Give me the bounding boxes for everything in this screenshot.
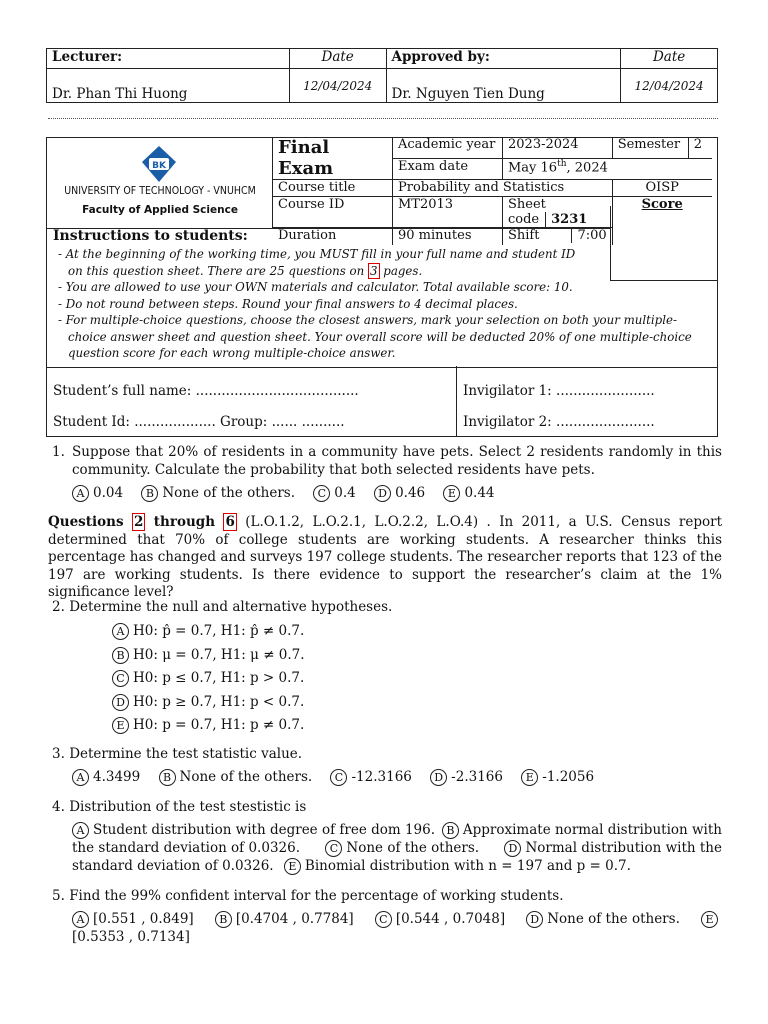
university-name: UNIVERSITY OF TECHNOLOGY - VNUHCM <box>64 185 256 197</box>
invigilator-2-field[interactable]: Invigilator 2: ....................... <box>463 414 655 430</box>
semester: 2 <box>688 137 712 158</box>
q4-option-a[interactable]: A Student distribution with degree of free dom 196. <box>72 821 435 839</box>
questions-group-intro: Questions 2 through 6 (L.O.1.2, L.O.2.1, L.O.2.2, L.O.4) . In 2011, a U.S. Census report determined that 70% of college students are working students. A researcher thinks this percentage has changed and surveys 197 college students. The researcher reports that 123 of the 197 are working students. Is there evidence to support the researcher’s claim at the 1% significance level? <box>48 514 723 600</box>
approved-date: 12/04/2024 <box>621 69 718 103</box>
university-logo-icon <box>140 144 178 184</box>
course-id: MT2013 <box>393 197 503 228</box>
q5-option-a[interactable]: A [0.551 , 0.849] <box>72 910 194 928</box>
q2-option-c[interactable]: C H0: p ≤ 0.7, H1: p > 0.7. <box>112 667 305 691</box>
approved-date-label: Date <box>621 49 718 69</box>
invigilator-1-field[interactable]: Invigilator 1: ....................... <box>463 383 655 399</box>
q5-option-b[interactable]: B [0.4704 , 0.7784] <box>215 910 354 928</box>
question-2-options <box>112 620 305 738</box>
course-id-label: Course ID <box>273 197 393 228</box>
approver-name: Dr. Nguyen Tien Dung <box>386 69 621 103</box>
course-title: Probability and Statistics <box>393 180 613 197</box>
semester-label: Semester <box>612 137 688 158</box>
duration-label: Duration <box>273 228 393 245</box>
instructions-title: Instructions to students: <box>53 228 248 244</box>
q5-option-e-text: [0.5353 , 0.7134] <box>72 929 190 945</box>
sheet-code-label: Sheet code <box>508 197 546 227</box>
q2-option-b[interactable]: B H0: μ = 0.7, H1: μ ≠ 0.7. <box>112 644 305 668</box>
lecturer-date-label: Date <box>289 49 386 69</box>
faculty-name: Faculty of Applied Science <box>82 204 238 216</box>
q5-option-c[interactable]: C [0.544 , 0.7048] <box>375 910 505 928</box>
q1-option-e[interactable]: E 0.44 <box>443 485 494 501</box>
exam-title: Final Exam <box>273 137 393 180</box>
question-5: 5. Find the 99% confident interval for the percentage of working students. <box>52 888 564 904</box>
score-label: Score <box>612 197 712 245</box>
approved-label: Approved by: <box>386 49 621 69</box>
shift: 7:00 <box>571 228 606 243</box>
shift-cell <box>503 228 613 245</box>
q3-option-d[interactable]: D -2.3166 <box>430 769 503 785</box>
lecturer-date: 12/04/2024 <box>289 69 386 103</box>
question-1-options <box>72 484 509 502</box>
q3-option-c[interactable]: C -12.3166 <box>330 769 411 785</box>
program: OISP <box>612 180 712 197</box>
question-4-options: A Student distribution with degree of free dom 196. B Approximate normal distribution with the standard deviation of 0.0326. C None of the others. D Normal distribution with the standard deviation of 0.0326. E Binomial distribution with n = 197 and p = 0.7. <box>72 822 722 874</box>
question-4: 4. Distribution of the test stestistic is <box>52 799 307 815</box>
q4-option-d[interactable]: D Normal distribution with the <box>504 839 722 857</box>
shift-label: Shift <box>508 228 540 243</box>
q3-option-e[interactable]: E -1.2056 <box>521 769 594 785</box>
lecturer-label: Lecturer: <box>47 49 290 69</box>
exam-date-label: Exam date <box>393 158 503 179</box>
sheet-code-cell <box>503 197 613 228</box>
exam-date: May 16th, 2024 <box>503 158 712 179</box>
academic-year-label: Academic year <box>393 137 503 158</box>
q4-option-e[interactable]: E Binomial distribution with n = 197 and p = 0.7. <box>284 858 631 874</box>
q2-option-e[interactable]: E H0: p = 0.7, H1: p ≠ 0.7. <box>112 714 305 738</box>
course-title-label: Course title <box>273 180 393 197</box>
sheet-code: 3231 <box>545 212 587 227</box>
q1-option-d[interactable]: D 0.46 <box>374 485 425 501</box>
question-3: 3. Determine the test statistic value. <box>52 746 303 762</box>
question-3-options <box>72 768 608 786</box>
student-id-field[interactable]: Student Id: ................... Group: ...... .......... <box>53 414 345 430</box>
instructions-body: - At the beginning of the working time, you MUST fill in your full name and student ID on this question sheet. There are 25 questions on 3 pages. - You are allowed to use your OWN materials and calculator. Total available score: 10. - Do not round between steps. Round your final answers to 4 decimal places. - For multiple-choice questions, choose the closest answers, mark your selection on both your multiple- choice answer sheet and question sheet. Your overall score will be deducted 20% of one multiple-choice question score for each wrong multiple-choice answer. <box>58 247 692 360</box>
q1-option-c[interactable]: C 0.4 <box>313 485 355 501</box>
question-2: 2. Determine the null and alternative hypotheses. <box>52 599 393 615</box>
question-5-options <box>72 910 718 946</box>
q1-option-b[interactable]: B None of the others. <box>141 485 295 501</box>
question-1: 1. Suppose that 20% of residents in a community have pets. Select 2 residents randomly in this community. Calculate the probability that both selected residents have pets. <box>52 444 722 478</box>
approval-table <box>46 48 718 103</box>
svg-text:BK: BK <box>152 161 166 171</box>
q2-option-d[interactable]: D H0: p ≥ 0.7, H1: p < 0.7. <box>112 691 305 715</box>
q2-option-a[interactable]: A H0: p̂ = 0.7, H1: p̂ ≠ 0.7. <box>112 620 305 644</box>
academic-year: 2023-2024 <box>503 137 613 158</box>
q4-option-b[interactable]: B Approximate normal distribution with <box>442 821 722 839</box>
q1-option-a[interactable]: A 0.04 <box>72 485 123 501</box>
lecturer-name: Dr. Phan Thi Huong <box>47 69 290 103</box>
student-name-field[interactable]: Student’s full name: ...................................... <box>53 383 359 399</box>
cut-line <box>48 118 718 119</box>
q5-option-e[interactable]: E <box>701 910 718 928</box>
q3-option-a[interactable]: A 4.3499 <box>72 769 140 785</box>
duration: 90 minutes <box>393 228 503 245</box>
q3-option-b[interactable]: B None of the others. <box>159 769 313 785</box>
q4-option-c[interactable]: C None of the others. <box>325 839 479 857</box>
q5-option-d[interactable]: D None of the others. <box>526 910 680 928</box>
